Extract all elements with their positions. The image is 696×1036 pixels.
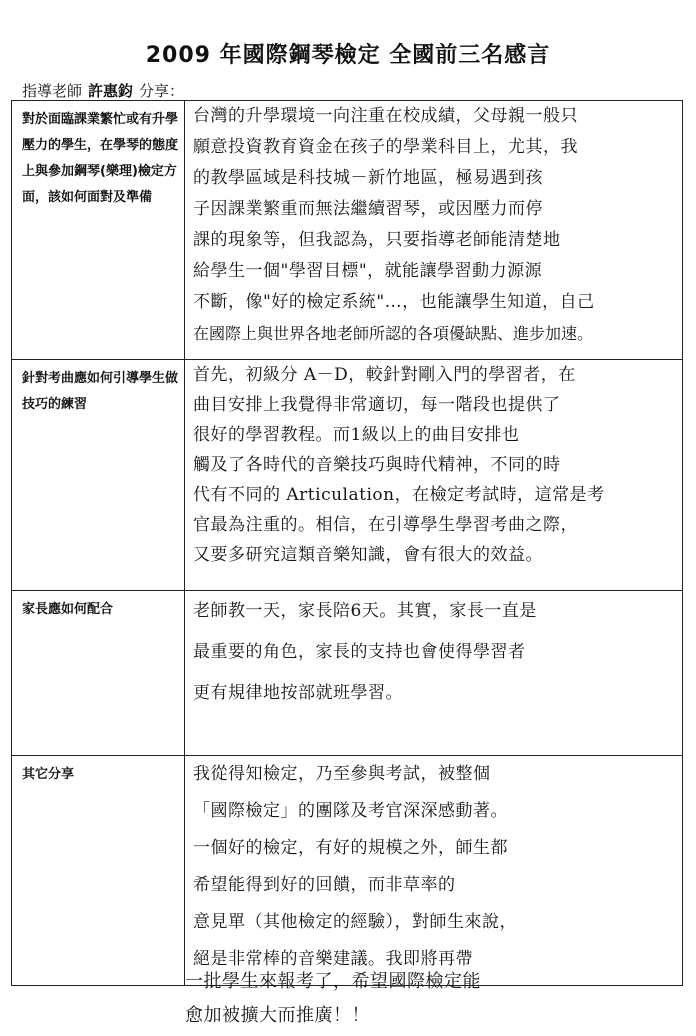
answer-line: 子因課業繁重而無法繼續習琴，或因壓力而停 [193, 199, 543, 219]
table-row [12, 101, 683, 360]
answer-cell [185, 360, 683, 591]
share-label: 分享： [139, 82, 185, 100]
answer-line: 絕是非常棒的音樂建議。我即將再帶 [193, 949, 473, 969]
answer-line: 代有不同的 Articulation，在檢定考試時，這常是考 [193, 485, 605, 505]
table-row [12, 360, 683, 591]
answer-line: 更有規律地按部就班學習。 [193, 683, 403, 703]
question-cell: 其它分享 [12, 756, 185, 986]
answer-cell [185, 756, 683, 986]
table-row [12, 591, 683, 756]
answer-line: 給學生一個"學習目標"，就能讓學習動力源源 [193, 261, 543, 281]
answer-line: 很好的學習教程。而1級以上的曲目安排也 [193, 425, 520, 445]
answer-line: 曲目安排上我覺得非常適切，每一階段也提供了 [193, 395, 561, 415]
question-cell: 對於面臨課業繁忙或有升學壓力的學生，在學琴的態度上與參加鋼琴(樂理)檢定方面，該如何面對及準備 [12, 101, 185, 360]
question-cell: 針對考曲應如何引導學生做技巧的練習 [12, 360, 185, 591]
answer-line: 「國際檢定」的團隊及考官深深感動著。 [193, 801, 508, 821]
teacher-name: 許惠鈞 [88, 82, 134, 100]
answer-line: 不斷，像"好的檢定系統"…，也能讓學生知道，自己 [193, 292, 595, 312]
answer-line: 一批學生來報考了，希望國際檢定能 [185, 971, 481, 992]
answer-cell [185, 101, 683, 360]
answer-line: 愈加被擴大而推廣！！ [185, 1005, 370, 1026]
answer-line: 我從得知檢定，乃至參與考試，被整個 [193, 764, 491, 784]
overflow-handwriting [185, 965, 685, 1033]
answer-line: 一個好的檢定，有好的規模之外，師生都 [193, 838, 508, 858]
answer-line: 希望能得到好的回饋，而非草率的 [193, 875, 456, 895]
answer-line: 官最為注重的。相信，在引導學生學習考曲之際， [193, 515, 578, 535]
answer-line: 首先，初級分 A－D，較針對剛入門的學習者，在 [193, 365, 576, 385]
answer-line: 的教學區域是科技城－新竹地區，極易遇到孩 [193, 168, 543, 188]
answer-line: 最重要的角色，家長的支持也會使得學習者 [193, 642, 526, 662]
teacher-label: 指導老師 [22, 82, 83, 100]
answer-line: 又要多研究這類音樂知識，會有很大的效益。 [193, 545, 543, 565]
teacher-line [22, 80, 184, 101]
answer-line: 意見單（其他檢定的經驗），對師生來說， [193, 912, 517, 932]
answer-line: 老師教一天，家長陪6天。其實，家長一直是 [193, 601, 537, 621]
answer-line: 在國際上與世界各地老師所認的各項優缺點、進步加速。 [193, 324, 594, 343]
answer-line: 觸及了各時代的音樂技巧與時代精神，不同的時 [193, 455, 561, 475]
interview-table [11, 100, 683, 986]
page-title: 2009 年國際鋼琴檢定 全國前三名感言 [145, 43, 551, 68]
table-row [12, 756, 683, 986]
answer-line: 台灣的升學環境一向注重在校成績，父母親一般只 [193, 106, 578, 126]
answer-line: 課的現象等，但我認為，只要指導老師能清楚地 [193, 230, 561, 250]
answer-cell [185, 591, 683, 756]
question-cell: 家長應如何配合 [12, 591, 185, 756]
answer-line: 願意投資教育資金在孩子的學業科目上，尤其，我 [193, 137, 578, 157]
